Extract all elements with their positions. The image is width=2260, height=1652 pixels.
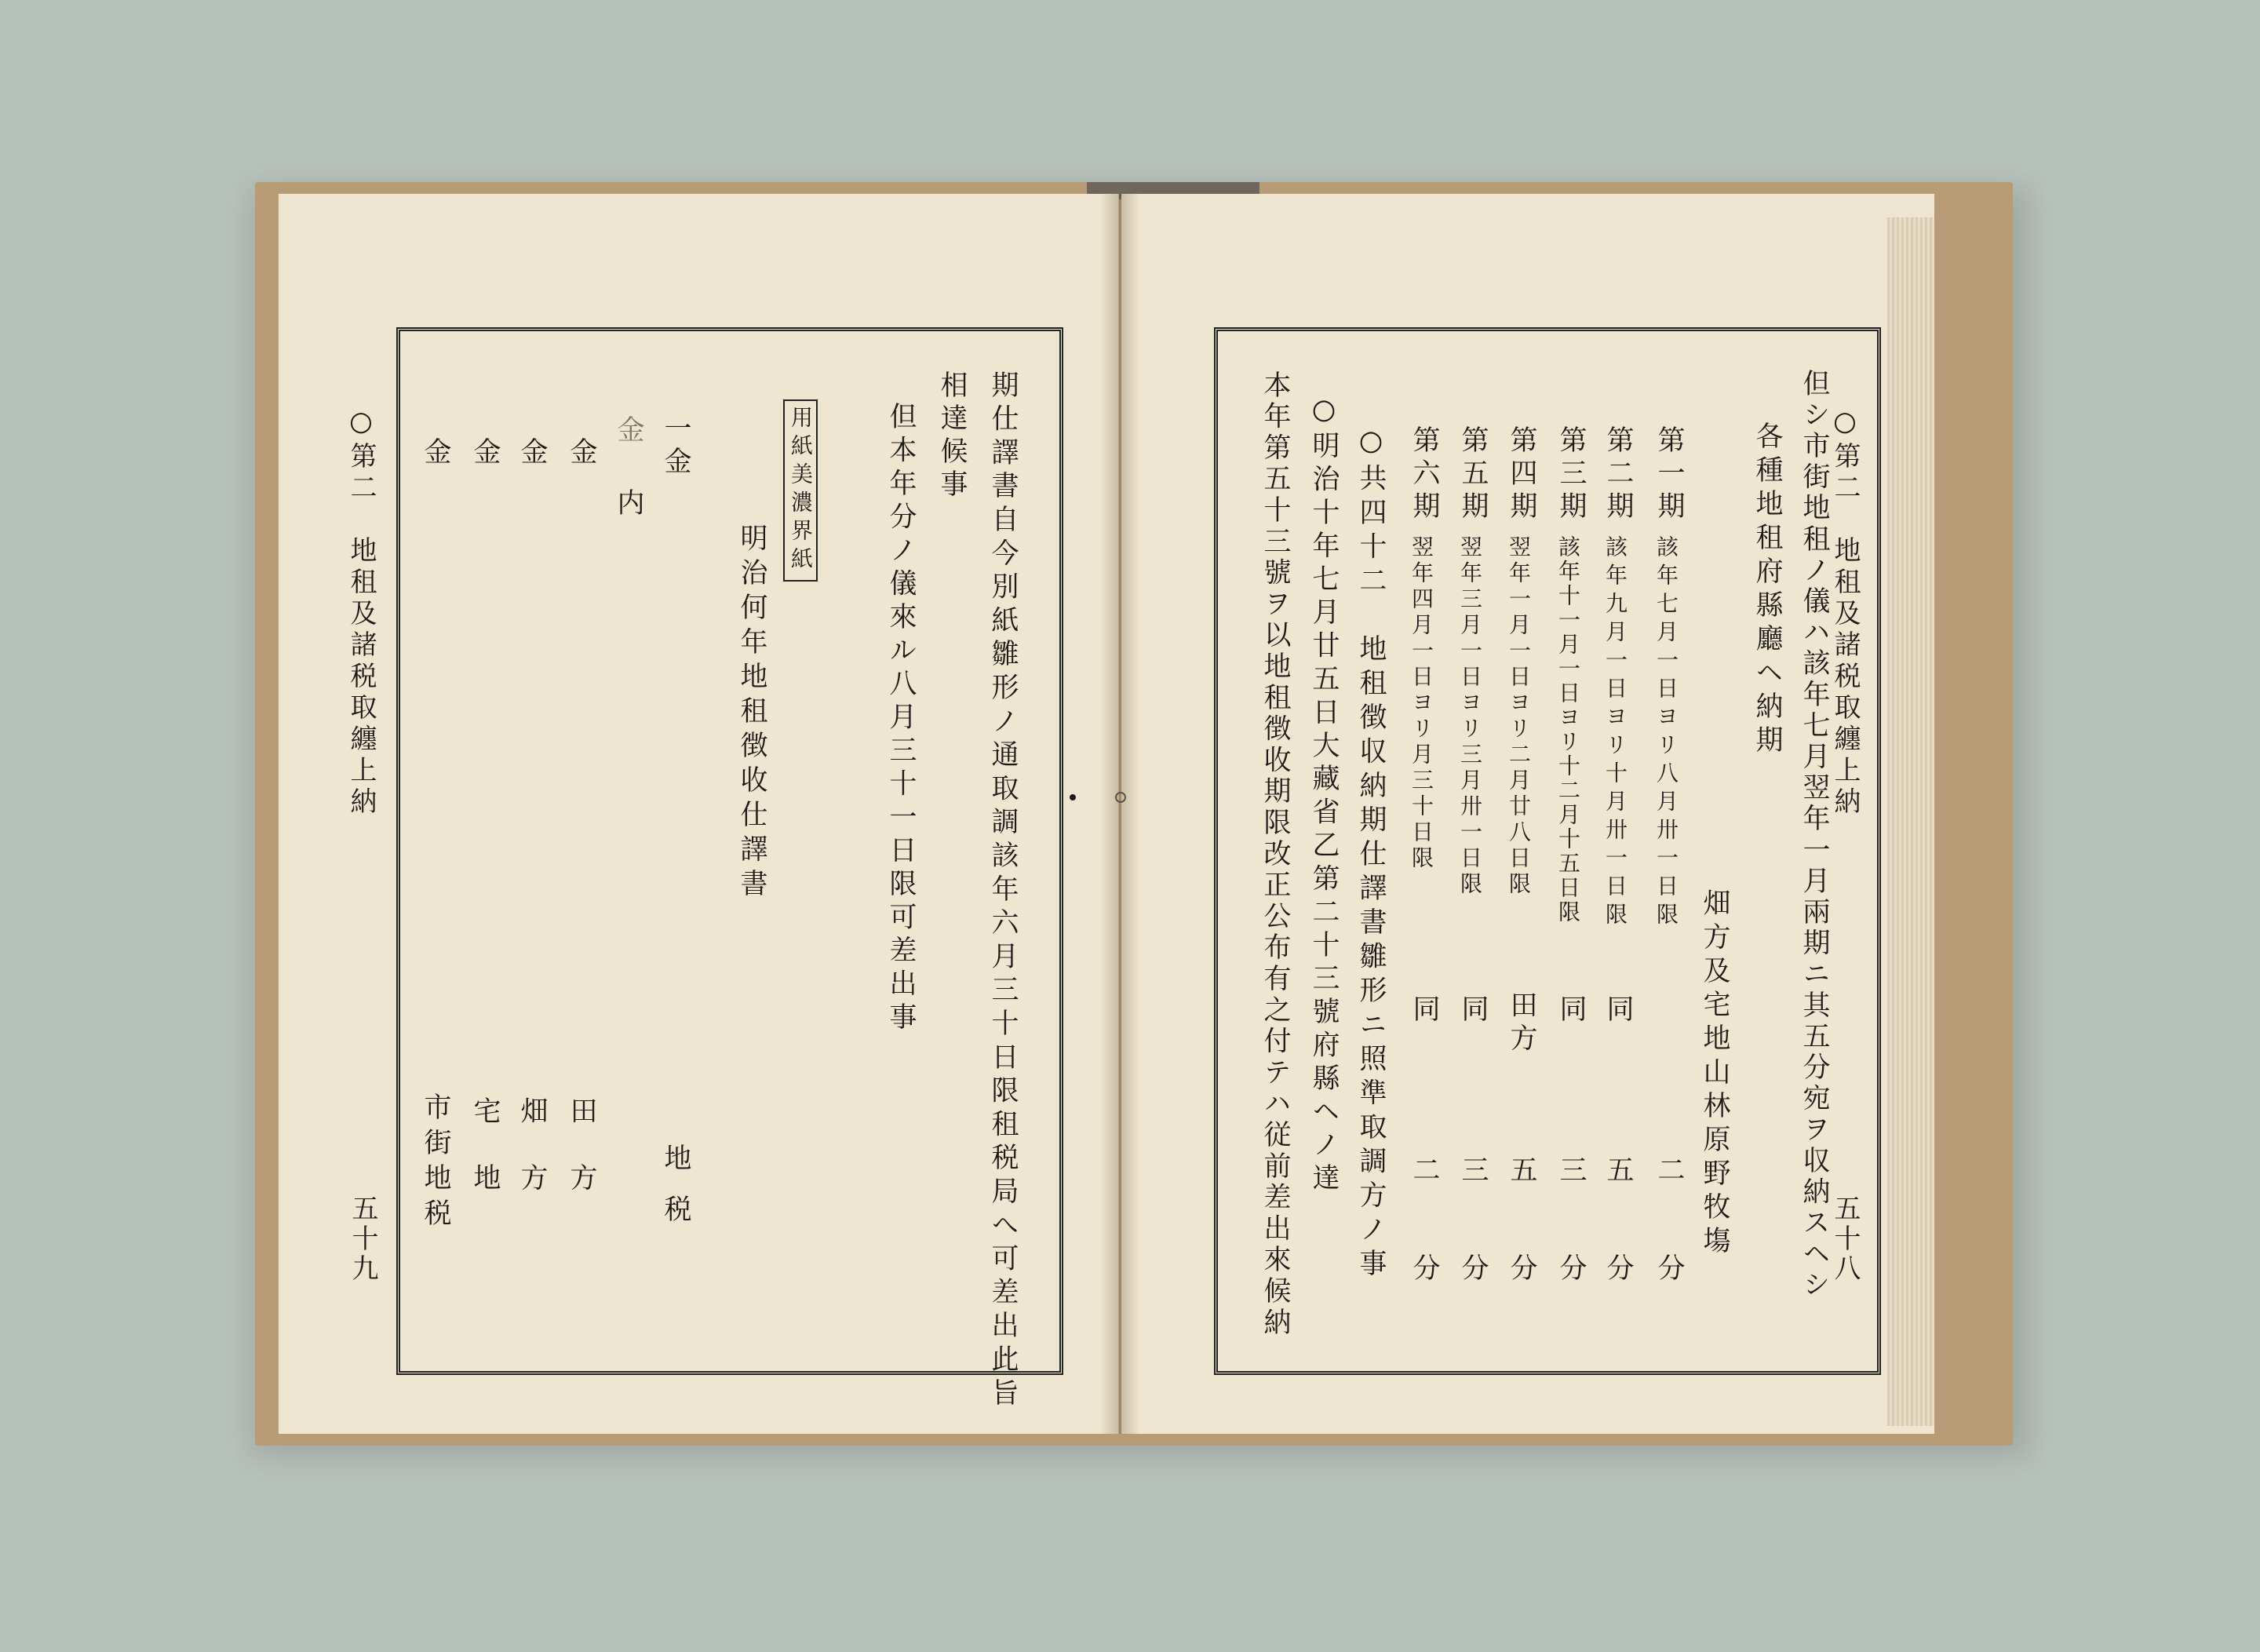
period-5-crop: 同: [1457, 994, 1489, 1027]
right-line-1: 但シ市街地租ノ儀ハ該年七月翌年一月兩期ニ其五分宛ヲ収納スヘシ: [1799, 369, 1830, 1301]
item-5-tax: 宅地: [469, 1096, 501, 1230]
period-3-crop: 同: [1555, 994, 1587, 1027]
period-1-range: 該年七月一日ヨリ八月卅一日限: [1653, 535, 1679, 931]
ink-dot: [1070, 794, 1076, 800]
period-1-label: 第一期: [1653, 425, 1685, 524]
gutter-shadow: [1099, 194, 1140, 1434]
item-6-tax: 市街地税: [420, 1092, 451, 1234]
item-3-amount: 金: [566, 437, 597, 470]
right-page: [1121, 194, 1934, 1434]
item-4-amount: 金: [516, 437, 548, 470]
page-edges: [1887, 217, 1934, 1426]
form-paper-note: 用紙美濃界紙: [783, 399, 818, 582]
item-1-tax: 地税: [660, 1143, 691, 1245]
period-4-range: 翌年一月一日ヨリ二月廿八日限: [1506, 535, 1532, 898]
period-5-share: 三分: [1457, 1155, 1489, 1351]
notice-line-3: 本年第五十三號ヲ以地租徴收期限改正公布有之付テハ従前差出來候納: [1259, 370, 1291, 1339]
left-intro-line-3: 但本年分ノ儀來ル八月三十一日限可差出事: [885, 402, 917, 1036]
item-6-amount: 金: [420, 437, 451, 470]
period-6-share: 二分: [1409, 1155, 1440, 1351]
right-page-header: ○第二 地租及諸税取纏上納: [1829, 406, 1861, 819]
period-2-share: 五分: [1602, 1155, 1634, 1351]
period-5-range: 翌年三月一日ヨリ三月卅一日限: [1457, 535, 1483, 898]
period-4-share: 五分: [1506, 1155, 1537, 1351]
period-1-share: 二分: [1653, 1155, 1685, 1351]
right-line-2: 各種地租府縣廳ヘ納期: [1752, 421, 1783, 759]
period-3-range: 該年十一月一日ヨリ十二月十五日限: [1555, 535, 1581, 924]
period-6-range: 翌年四月一日ヨリ月三十日限: [1409, 535, 1434, 872]
left-intro-line-1: 期仕譯書自今別紙雛形ノ通取調該年六月三十日限租税局へ可差出此旨: [987, 370, 1019, 1412]
notice-line-2: ○明治十年七月廿五日大藏省乙第二十三號府縣ヘノ達: [1308, 394, 1340, 1197]
period-2-label: 第二期: [1602, 425, 1634, 524]
period-2-range: 該年九月一日ヨリ十月卅一日限: [1602, 535, 1628, 931]
item-4-tax: 畑方: [516, 1096, 548, 1230]
left-intro-line-2: 相達候事: [936, 370, 968, 502]
item-3-tax: 田方: [566, 1096, 597, 1230]
notice-line-1: ○共四十二 地租徴収納期仕譯書雛形ニ照準取調方ノ事: [1355, 425, 1387, 1283]
period-3-share: 三分: [1555, 1155, 1587, 1351]
period-2-crop: 同: [1602, 994, 1634, 1027]
form-title: 明治何年地租徴收仕譯書: [736, 523, 767, 903]
period-3-label: 第三期: [1555, 425, 1587, 524]
item-1-amount: 一金: [660, 414, 691, 480]
left-page: [279, 194, 1119, 1434]
right-line-3: 畑方及宅地山林原野牧塲: [1699, 888, 1730, 1260]
period-4-label: 第四期: [1506, 425, 1537, 524]
open-book: [255, 182, 2013, 1446]
period-5-label: 第五期: [1457, 425, 1489, 524]
left-page-number: 五十九: [347, 1194, 378, 1284]
period-6-label: 第六期: [1409, 425, 1440, 524]
left-page-header: ○第二 地租及諸税取纏上納: [345, 406, 377, 819]
period-4-crop: 田方: [1506, 990, 1537, 1056]
item-5-amount: 金: [469, 437, 501, 470]
right-page-number: 五十八: [1829, 1194, 1861, 1284]
item-2-tax: 内: [613, 488, 644, 521]
item-2-amount: 金: [613, 415, 644, 448]
period-6-crop: 同: [1409, 994, 1440, 1027]
